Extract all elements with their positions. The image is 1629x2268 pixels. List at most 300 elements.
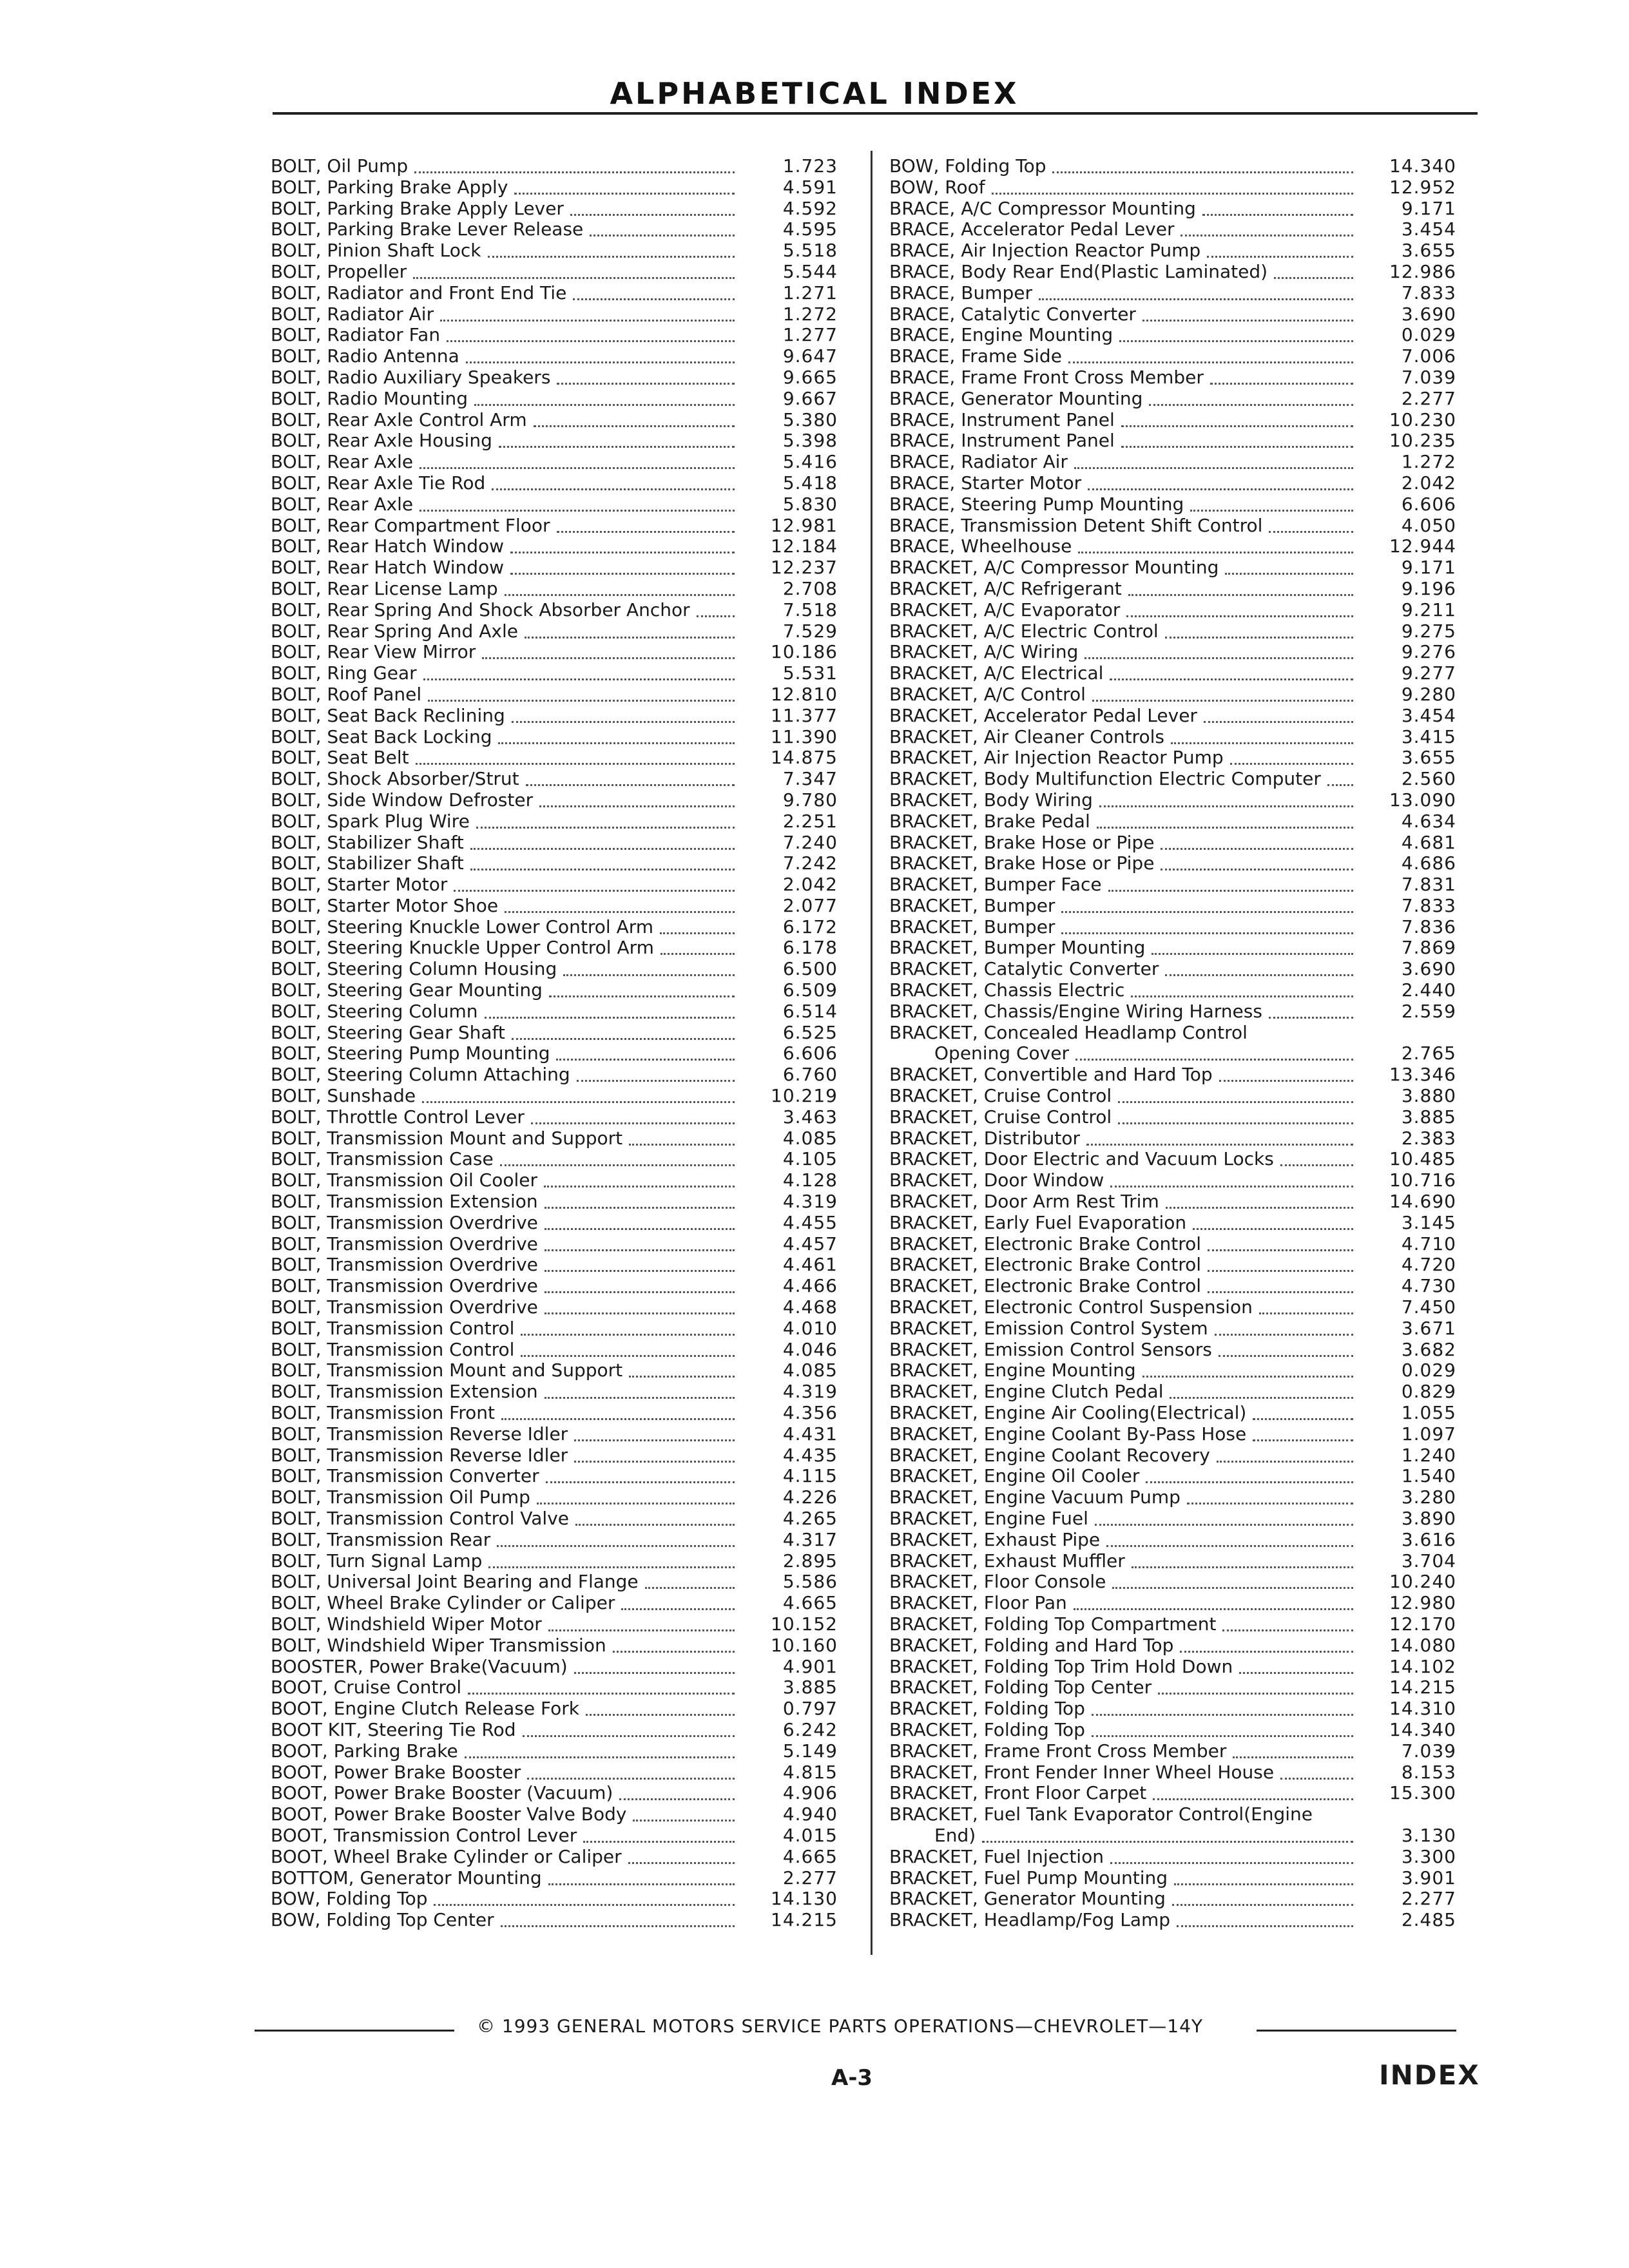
entry-page-reference: 10.485 — [1389, 1148, 1456, 1170]
entry-label: BRACKET, Accelerator Pedal Lever — [889, 704, 1197, 726]
dot-leader — [527, 1778, 735, 1780]
entry-label: BOLT, Rear Axle — [271, 451, 414, 473]
index-entry — [271, 937, 838, 959]
dot-leader — [1092, 1735, 1353, 1737]
entry-page-reference: 4.901 — [782, 1655, 838, 1677]
index-entry — [271, 1234, 838, 1255]
index-entry — [271, 959, 838, 980]
index-entry — [271, 980, 838, 1001]
entry-label: BOOT, Power Brake Booster — [271, 1761, 521, 1783]
index-entry — [889, 1213, 1456, 1234]
entry-page-reference: 0.797 — [782, 1698, 838, 1720]
index-entry — [889, 240, 1456, 262]
entry-label: BOOT, Engine Clutch Release Fork — [271, 1698, 579, 1720]
dot-leader — [419, 510, 735, 512]
index-entry — [271, 367, 838, 389]
index-entry — [271, 1128, 838, 1149]
entry-page-reference: 5.149 — [782, 1740, 838, 1762]
entry-page-reference: 3.655 — [1401, 240, 1456, 262]
entry-page-reference: 12.170 — [1389, 1613, 1456, 1635]
entry-label: BRACKET, Brake Pedal — [889, 810, 1090, 832]
entry-page-reference: 4.730 — [1401, 1275, 1456, 1297]
entry-page-reference: 6.242 — [782, 1718, 838, 1740]
entry-page-reference: 14.875 — [771, 747, 838, 769]
index-entry — [889, 1043, 1456, 1064]
index-entry — [271, 1466, 838, 1487]
dot-leader — [419, 467, 735, 469]
dot-leader — [1166, 1207, 1353, 1209]
entry-label: BOLT, Seat Belt — [271, 747, 409, 769]
index-entry — [271, 832, 838, 854]
entry-label: BRACKET, Electronic Brake Control — [889, 1254, 1202, 1276]
index-entry — [271, 410, 838, 431]
dot-leader — [629, 1144, 735, 1146]
entry-label: BOLT, Rear Axle Control Arm — [271, 408, 527, 430]
entry-label: BRACKET, Fuel Tank Evaporator Control(Engine — [889, 1803, 1313, 1825]
entry-page-reference: 14.080 — [1389, 1634, 1456, 1656]
dot-leader — [1061, 932, 1353, 934]
entry-page-reference: 5.544 — [782, 260, 838, 282]
dot-leader — [1204, 721, 1353, 723]
entry-label: BOLT, Windshield Wiper Motor — [271, 1613, 542, 1635]
entry-page-reference: 4.455 — [782, 1211, 838, 1233]
index-entry — [889, 1064, 1456, 1086]
entry-label: BOLT, Transmission Converter — [271, 1465, 539, 1487]
entry-label: BRACKET, A/C Evaporator — [889, 599, 1121, 620]
index-entry — [889, 1318, 1456, 1340]
entry-label: BRACKET, Emission Control Sensors — [889, 1338, 1212, 1360]
dot-leader — [497, 1545, 735, 1547]
entry-page-reference: 5.418 — [782, 472, 838, 494]
dot-leader — [1121, 446, 1353, 448]
entry-page-reference: 13.346 — [1389, 1064, 1456, 1086]
index-entry — [271, 346, 838, 367]
dot-leader — [548, 1883, 735, 1885]
dot-leader — [1097, 827, 1353, 829]
dot-leader — [1153, 1798, 1353, 1800]
dot-leader — [1181, 235, 1353, 236]
entry-page-reference: 3.885 — [1401, 1106, 1456, 1128]
entry-page-reference: 14.340 — [1389, 1718, 1456, 1740]
entry-label: BOLT, Shock Absorber/Strut — [271, 768, 519, 790]
index-entry — [889, 917, 1456, 938]
entry-label: BRACE, Catalytic Converter — [889, 303, 1136, 325]
entry-label: BOLT, Transmission Reverse Idler — [271, 1444, 568, 1466]
dot-leader — [1239, 1672, 1353, 1674]
index-entry — [889, 642, 1456, 663]
entry-page-reference: 1.540 — [1401, 1465, 1456, 1487]
entry-page-reference: 7.869 — [1401, 937, 1456, 959]
entry-label: BOLT, Radiator Fan — [271, 324, 441, 346]
entry-page-reference: 8.153 — [1401, 1761, 1456, 1783]
entry-label: BRACKET, Engine Coolant Recovery — [889, 1444, 1210, 1466]
index-entry — [271, 1213, 838, 1234]
entry-page-reference: 4.634 — [1401, 810, 1456, 832]
entry-page-reference: 9.647 — [782, 345, 838, 367]
dot-leader — [1280, 1778, 1353, 1780]
entry-label: BRACKET, Exhaust Pipe — [889, 1528, 1101, 1550]
entry-page-reference: 3.616 — [1401, 1528, 1456, 1550]
entry-label: BRACE, Frame Front Cross Member — [889, 366, 1204, 388]
entry-page-reference: 4.435 — [782, 1444, 838, 1466]
entry-page-reference: 6.172 — [782, 916, 838, 937]
entry-label: BRACKET, Door Electric and Vacuum Locks — [889, 1148, 1274, 1170]
dot-leader — [499, 446, 735, 448]
index-entry — [889, 1128, 1456, 1149]
entry-label: BRACKET, Early Fuel Evaporation — [889, 1211, 1187, 1233]
entry-label: BRACKET, Electronic Brake Control — [889, 1233, 1202, 1254]
entry-page-reference: 4.906 — [782, 1782, 838, 1804]
entry-label: BRACE, Generator Mounting — [889, 387, 1143, 409]
dot-leader — [1225, 573, 1353, 575]
entry-label: BOLT, Parking Brake Lever Release — [271, 218, 584, 240]
entry-page-reference: 5.380 — [782, 408, 838, 430]
index-entry — [889, 621, 1456, 642]
dot-leader — [660, 953, 735, 955]
index-entry — [889, 1762, 1456, 1783]
entry-label: BRACKET, Folding Top Trim Hold Down — [889, 1655, 1233, 1677]
dot-leader — [982, 1841, 1353, 1843]
entry-page-reference: 4.665 — [782, 1845, 838, 1867]
dot-leader — [557, 383, 735, 385]
entry-label: BRACKET, A/C Control — [889, 683, 1086, 705]
entry-label: BOLT, Stabilizer Shaft — [271, 831, 464, 853]
dot-leader — [468, 1693, 735, 1695]
entry-page-reference: 3.880 — [1401, 1085, 1456, 1107]
index-entry — [889, 346, 1456, 367]
index-entry — [889, 1424, 1456, 1445]
entry-page-reference: 9.276 — [1401, 641, 1456, 663]
index-entry — [271, 1677, 838, 1698]
dot-leader — [1274, 277, 1353, 279]
entry-label: BOLT, Transmission Overdrive — [271, 1296, 538, 1318]
entry-label: BRACKET, Door Arm Rest Trim — [889, 1191, 1159, 1213]
entry-label: BRACKET, A/C Compressor Mounting — [889, 557, 1219, 579]
index-entry — [889, 1297, 1456, 1318]
entry-label: BOOT KIT, Steering Tie Rod — [271, 1718, 516, 1740]
index-entry — [889, 283, 1456, 304]
footer-rule-right — [1257, 2030, 1456, 2032]
index-entry — [271, 896, 838, 917]
entry-label: BRACKET, Exhaust Muffler — [889, 1550, 1125, 1571]
dot-leader — [590, 235, 735, 236]
entry-label: BOLT, Transmission Mount and Support — [271, 1127, 623, 1149]
entry-page-reference: 3.415 — [1401, 726, 1456, 747]
dot-leader — [992, 193, 1353, 195]
index-entry — [271, 1107, 838, 1128]
dot-leader — [501, 1418, 735, 1420]
entry-label: BOOT, Wheel Brake Cylinder or Caliper — [271, 1845, 622, 1867]
index-entry — [271, 1888, 838, 1910]
dot-leader — [466, 361, 735, 363]
entry-label: Opening Cover — [934, 1043, 1069, 1064]
dot-leader — [485, 1017, 735, 1019]
dot-leader — [548, 1629, 735, 1631]
index-entry — [889, 156, 1456, 177]
index-entry — [889, 367, 1456, 389]
entry-label: BRACKET, Engine Air Cooling(Electrical) — [889, 1402, 1247, 1424]
entry-label: BRACKET, Front Floor Carpet — [889, 1782, 1147, 1804]
dot-leader — [422, 1101, 735, 1103]
dot-leader — [414, 171, 735, 173]
entry-label: BRACKET, Floor Pan — [889, 1592, 1067, 1614]
index-entry — [271, 262, 838, 283]
index-entry — [271, 452, 838, 473]
entry-label: BRACKET, Body Multifunction Electric Computer — [889, 768, 1321, 790]
entry-page-reference: 7.240 — [782, 831, 838, 853]
index-entry — [271, 515, 838, 537]
entry-label: BOLT, Transmission Overdrive — [271, 1233, 538, 1254]
dot-leader — [1208, 1249, 1353, 1251]
index-entry — [889, 790, 1456, 811]
entry-label: BRACKET, Concealed Headlamp Control — [889, 1021, 1248, 1043]
index-entry — [271, 1762, 838, 1783]
index-entry — [889, 177, 1456, 198]
dot-leader — [434, 1904, 735, 1906]
entry-page-reference: 3.885 — [782, 1677, 838, 1698]
entry-label: BRACKET, Fuel Pump Mounting — [889, 1867, 1168, 1888]
index-entry — [889, 430, 1456, 452]
dot-leader — [488, 1566, 735, 1568]
entry-label: BOLT, Steering Gear Shaft — [271, 1021, 505, 1043]
entry-page-reference: 6.500 — [782, 958, 838, 980]
entry-label: BRACKET, Frame Front Cross Member — [889, 1740, 1227, 1762]
index-entry — [889, 1888, 1456, 1910]
dot-leader — [416, 763, 735, 765]
entry-page-reference: 14.102 — [1389, 1655, 1456, 1677]
entry-page-reference: 4.010 — [782, 1317, 838, 1339]
entry-page-reference: 2.277 — [1401, 387, 1456, 409]
entry-page-reference: 2.077 — [782, 894, 838, 916]
entry-page-reference: 3.130 — [1401, 1824, 1456, 1846]
index-entry — [271, 283, 838, 304]
dot-leader — [570, 214, 735, 216]
dot-leader — [563, 974, 735, 976]
entry-page-reference: 4.085 — [782, 1127, 838, 1149]
dot-leader — [1280, 1164, 1353, 1166]
entry-label: BRACKET, A/C Electrical — [889, 662, 1104, 684]
dot-leader — [1142, 1376, 1353, 1378]
entry-page-reference: 2.440 — [1401, 979, 1456, 1001]
entry-label: BRACE, Body Rear End(Plastic Laminated) — [889, 260, 1268, 282]
entry-label: BOOT, Power Brake Booster Valve Body — [271, 1803, 627, 1825]
entry-page-reference: 4.595 — [782, 218, 838, 240]
dot-leader — [1132, 1566, 1353, 1568]
footer-rule-left — [255, 2030, 454, 2032]
entry-label: BRACKET, Air Cleaner Controls — [889, 726, 1164, 747]
index-column-left — [271, 156, 838, 1931]
index-entry — [889, 410, 1456, 431]
dot-leader — [545, 1207, 735, 1209]
entry-label: BOLT, Transmission Rear — [271, 1528, 491, 1550]
entry-label: BOLT, Radio Auxiliary Speakers — [271, 366, 551, 388]
entry-page-reference: 3.300 — [1401, 1845, 1456, 1867]
index-entry — [271, 240, 838, 262]
dot-leader — [549, 995, 735, 997]
index-entry — [889, 727, 1456, 748]
index-entry — [271, 1340, 838, 1361]
index-entry — [889, 706, 1456, 727]
index-entry — [271, 706, 838, 727]
dot-leader — [628, 1862, 735, 1864]
index-entry — [271, 1191, 838, 1213]
entry-page-reference: 4.128 — [782, 1169, 838, 1191]
entry-label: BRACKET, Brake Hose or Pipe — [889, 852, 1155, 874]
dot-leader — [1190, 510, 1353, 512]
entry-label: BOLT, Rear Hatch Window — [271, 535, 505, 557]
index-entry — [271, 621, 838, 642]
index-entry — [271, 853, 838, 874]
index-entry — [889, 874, 1456, 896]
entry-page-reference: 4.431 — [782, 1423, 838, 1445]
entry-label: BRACKET, Bumper — [889, 916, 1055, 937]
entry-page-reference: 4.940 — [782, 1803, 838, 1825]
index-entry — [889, 853, 1456, 874]
entry-page-reference: 2.277 — [1401, 1888, 1456, 1910]
entry-label: BOW, Folding Top — [271, 1888, 428, 1910]
index-entry — [271, 1593, 838, 1614]
entry-page-reference: 4.592 — [782, 197, 838, 219]
entry-label: BOLT, Sunshade — [271, 1085, 416, 1107]
index-entry — [889, 1487, 1456, 1508]
index-entry — [271, 1297, 838, 1318]
section-label: INDEX — [1379, 2059, 1480, 2091]
entry-label: BOLT, Transmission Extension — [271, 1191, 538, 1213]
dot-leader — [525, 637, 735, 639]
dot-leader — [476, 827, 735, 829]
dot-leader — [1158, 1693, 1353, 1695]
dot-leader — [521, 1355, 735, 1357]
index-entry — [271, 1720, 838, 1741]
entry-page-reference: 2.485 — [1401, 1909, 1456, 1931]
entry-page-reference: 5.416 — [782, 451, 838, 473]
dot-leader — [1126, 615, 1353, 617]
page-number: A-3 — [831, 2065, 873, 2091]
entry-label: BOLT, Spark Plug Wire — [271, 810, 470, 832]
entry-label: BRACKET, A/C Refrigerant — [889, 577, 1122, 599]
dot-leader — [545, 1291, 735, 1293]
index-entry — [271, 1783, 838, 1804]
entry-label: BRACKET, Engine Oil Cooler — [889, 1465, 1140, 1487]
dot-leader — [1253, 1439, 1353, 1441]
entry-label: BOLT, Steering Column Attaching — [271, 1064, 570, 1086]
index-entry — [271, 1530, 838, 1551]
dot-leader — [660, 932, 735, 934]
entry-label: BRACKET, Engine Vacuum Pump — [889, 1486, 1181, 1508]
entry-page-reference: 13.090 — [1389, 789, 1456, 811]
index-entry — [889, 515, 1456, 537]
dot-leader — [423, 678, 735, 680]
index-entry — [271, 642, 838, 663]
dot-leader — [1253, 1418, 1353, 1420]
entry-label: BRACE, Transmission Detent Shift Control — [889, 514, 1263, 536]
dot-leader — [505, 594, 735, 596]
entry-label: BRACE, Steering Pump Mounting — [889, 493, 1184, 515]
entry-page-reference: 1.277 — [782, 324, 838, 346]
entry-page-reference: 2.277 — [782, 1867, 838, 1888]
entry-page-reference: 7.039 — [1401, 366, 1456, 388]
entry-label: BOLT, Rear Spring And Axle — [271, 620, 518, 642]
dot-leader — [1327, 784, 1353, 786]
entry-label: BRACE, Frame Side — [889, 345, 1062, 367]
dot-leader — [1074, 1608, 1353, 1610]
dot-leader — [1039, 298, 1353, 300]
dot-leader — [586, 1714, 735, 1716]
dot-leader — [574, 1439, 735, 1441]
entry-page-reference: 11.390 — [771, 726, 838, 747]
entry-page-reference: 7.006 — [1401, 345, 1456, 367]
entry-page-reference: 4.815 — [782, 1761, 838, 1783]
entry-page-reference: 7.529 — [782, 620, 838, 642]
index-entry — [889, 600, 1456, 621]
entry-page-reference: 4.226 — [782, 1486, 838, 1508]
entry-label: BOLT, Roof Panel — [271, 683, 422, 705]
entry-page-reference: 10.219 — [771, 1085, 838, 1107]
entry-page-reference: 10.160 — [771, 1634, 838, 1656]
header-rule — [273, 112, 1478, 115]
entry-label: BOLT, Stabilizer Shaft — [271, 852, 464, 874]
dot-leader — [1210, 383, 1353, 385]
entry-label: BOLT, Oil Pump — [271, 155, 409, 177]
entry-page-reference: 11.377 — [771, 704, 838, 726]
index-entry — [271, 494, 838, 515]
index-entry — [889, 747, 1456, 769]
entry-label: BRACE, Wheelhouse — [889, 535, 1072, 557]
index-entry — [889, 1677, 1456, 1698]
index-entry — [271, 325, 838, 346]
entry-page-reference: 9.171 — [1401, 197, 1456, 219]
entry-label: BRACE, Bumper — [889, 282, 1032, 303]
index-entry — [889, 1551, 1456, 1572]
dot-leader — [447, 340, 735, 342]
entry-label: BOLT, Steering Knuckle Upper Control Arm — [271, 937, 654, 959]
index-entry — [889, 1508, 1456, 1530]
entry-page-reference: 4.457 — [782, 1233, 838, 1254]
index-entry — [271, 557, 838, 579]
entry-label: BOLT, Transmission Extension — [271, 1381, 538, 1403]
dot-leader — [1099, 805, 1353, 807]
index-entry — [889, 1234, 1456, 1255]
dot-leader — [500, 1164, 735, 1166]
index-entry — [889, 1635, 1456, 1657]
entry-label: BOLT, Steering Column Housing — [271, 958, 557, 980]
index-entry — [889, 1276, 1456, 1297]
entry-page-reference: 6.760 — [782, 1064, 838, 1086]
dot-leader — [488, 256, 735, 258]
entry-page-reference: 6.509 — [782, 979, 838, 1001]
entry-label: BRACKET, Cruise Control — [889, 1085, 1112, 1107]
entry-label: BOLT, Transmission Overdrive — [271, 1211, 538, 1233]
entry-page-reference: 9.171 — [1401, 557, 1456, 579]
entry-page-reference: 4.046 — [782, 1338, 838, 1360]
dot-leader — [1086, 1144, 1353, 1146]
entry-label: BOLT, Transmission Control Valve — [271, 1508, 570, 1529]
entry-label: BOLT, Transmission Control — [271, 1317, 515, 1339]
entry-page-reference: 7.450 — [1401, 1296, 1456, 1318]
index-entry — [889, 1149, 1456, 1170]
index-entry — [889, 769, 1456, 790]
entry-page-reference: 12.986 — [1389, 260, 1456, 282]
entry-page-reference: 5.830 — [782, 493, 838, 515]
index-entry — [889, 811, 1456, 832]
entry-page-reference: 6.606 — [782, 1043, 838, 1064]
entry-page-reference: 7.347 — [782, 768, 838, 790]
index-entry — [889, 1001, 1456, 1023]
dot-leader — [1161, 869, 1353, 870]
index-entry — [271, 304, 838, 325]
index-entry — [889, 1804, 1456, 1825]
index-entry — [889, 579, 1456, 600]
